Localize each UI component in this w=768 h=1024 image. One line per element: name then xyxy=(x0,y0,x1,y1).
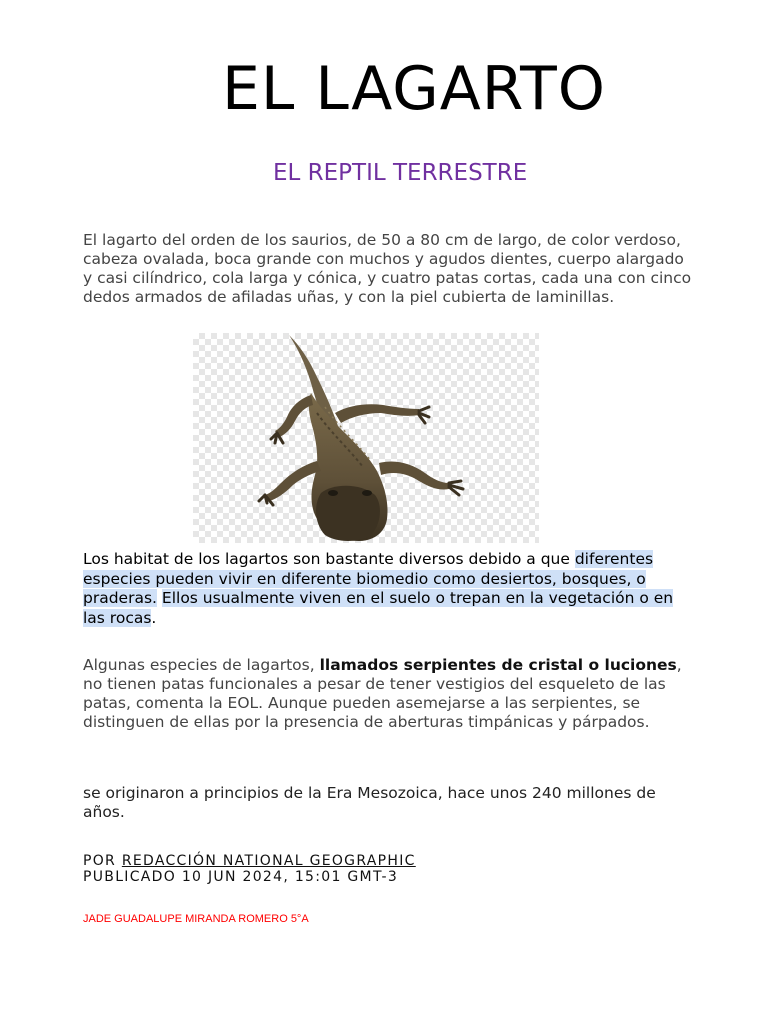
habitat-end: . xyxy=(151,608,157,627)
species-bold-1: llamados xyxy=(319,656,404,674)
page-title: EL LAGARTO xyxy=(222,54,606,124)
habitat-paragraph xyxy=(83,550,693,628)
student-name: JADE GUADALUPE MIRANDA ROMERO 5°A xyxy=(83,913,309,925)
byline-author-link[interactable]: REDACCIÓN NATIONAL GEOGRAPHIC xyxy=(121,853,416,869)
origin-paragraph: se originaron a principios de la Era Mesozoica, hace unos 240 millones de años. xyxy=(83,784,656,821)
species-pre-text: Algunas especies de lagartos, xyxy=(83,656,320,674)
habitat-highlight-2: Ellos usualmente viven en el suelo o trepan en la vegetación o en las rocas xyxy=(83,589,674,627)
species-paragraph xyxy=(83,656,693,732)
byline-published: PUBLICADO 10 JUN 2024, 15:01 GMT-3 xyxy=(83,869,399,885)
intro-paragraph: El lagarto del orden de los saurios, de 50 a 80 cm de largo, de color verdoso, cabeza ovalada, boca grande con muchos y agudos dientes, cuerpo alargado y casi cilíndrico, cola larga y cónica, y cuatro patas cortas, cada una con cinco dedos armados de afiladas uñas, y con la piel cubierta de laminillas. xyxy=(83,231,692,306)
lizard-illustration xyxy=(193,333,539,543)
byline-por: POR xyxy=(83,853,122,869)
byline-author-line xyxy=(83,853,416,869)
habitat-highlight-1: diferentes especies pueden vivir en diferente biomedio como desiertos, bosques, o praderas. xyxy=(83,550,654,607)
species-post-text: , no tienen patas funcionales a pesar de tener vestigios del esqueleto de las patas, comenta la EOL. Aunque pueden asemejarse a las serpientes, se distinguen de ellas por la presencia de aberturas timpánicas y párpados. xyxy=(83,656,682,731)
habitat-plain-text: Los habitat de los lagartos son bastante diversos debido a que xyxy=(83,550,575,568)
species-bold-2: serpientes de cristal o luciones xyxy=(403,656,677,674)
byline xyxy=(83,853,416,885)
lizard-photo xyxy=(193,333,539,543)
page-subtitle: EL REPTIL TERRESTRE xyxy=(273,160,528,186)
